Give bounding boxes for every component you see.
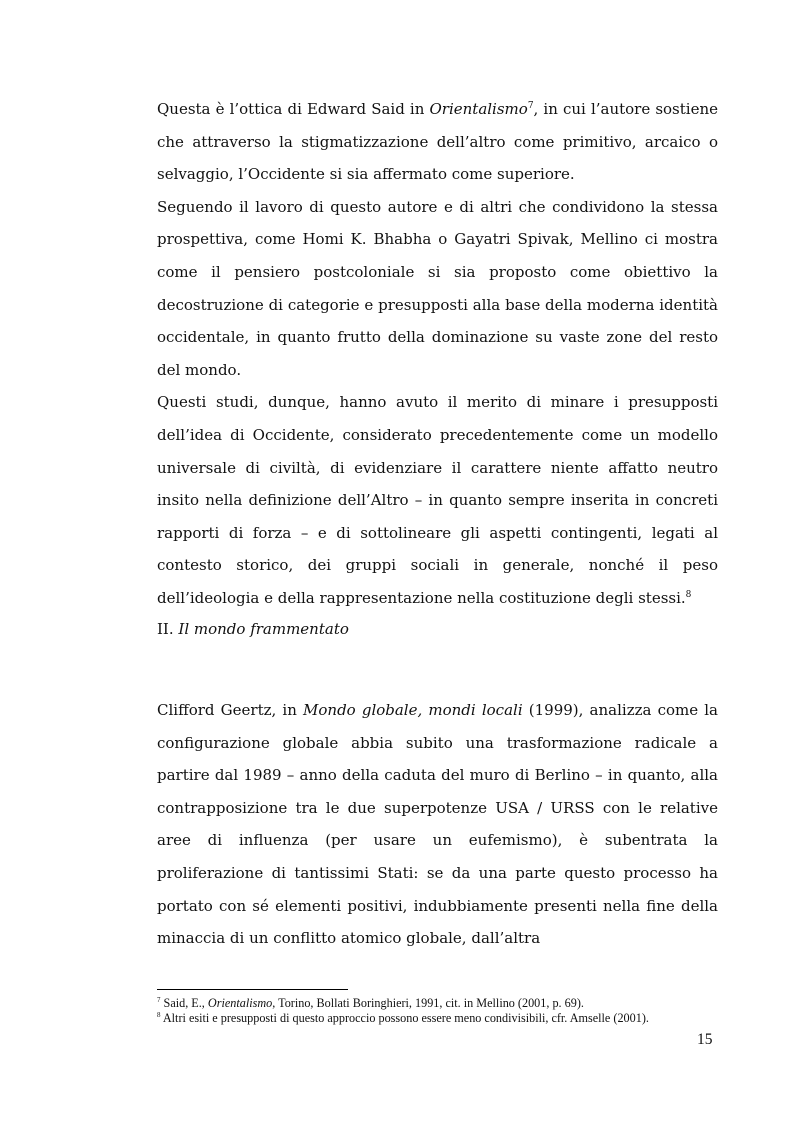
paragraph-1: Questa è l’ottica di Edward Said in Orientalismo$^7$, in cui l’autore sostiene che attraverso la stigmatizzazione dell’altro come primitivo, arcaico o selvaggio, l’Occidente si sia affermato come superiore. xyxy=(157,100,718,184)
section-title: Il mondo frammentato xyxy=(178,620,349,638)
footnote-separator xyxy=(157,989,348,990)
book-title-mondo-globale: Mondo globale, mondi locali xyxy=(303,701,523,719)
footnote-7: $^7$ Said, E., Orientalismo, Torino, Bollati Boringhieri, 1991, cit. in Mellino (2001, p. 69). xyxy=(157,995,584,1010)
section-heading: II. Il mondo frammentato xyxy=(157,620,349,638)
paragraph-2: Seguendo il lavoro di questo autore e di altri che condividono la stessa prospettiva, come Homi K. Bhabha o Gayatri Spivak, Mellino ci mostra come il pensiero postcoloniale si sia proposto come obiettivo la decostruzione di categorie e presupposti alla base della moderna identità occidentale, in quanto frutto della dominazione su vaste zone del resto del mondo. xyxy=(157,197,718,379)
paragraph-3: Questi studi, dunque, hanno avuto il merito di minare i presupposti dell’idea di Occidente, considerato precedentemente come un modello universale di civiltà, di evidenziare il carattere niente affatto neutro insito nella definizione dell’Altro – in quanto sempre inserita in concreti rapporti di forza – e di sottolineare gli aspetti contingenti, legati al contesto storico, dei gruppi sociali in generale, nonché il peso dell’ideologia e della rappresentazione nella costituzione degli stessi.$^8$ xyxy=(157,393,718,607)
book-title-orientalismo: Orientalismo xyxy=(429,100,528,118)
footnote-ref-7[interactable]: 7 xyxy=(527,101,534,111)
footnote-ref-8[interactable]: 8 xyxy=(685,589,692,600)
body-text-block xyxy=(157,93,718,615)
footnote-8: $^8$ Altri esiti e presupposti di questo approccio possono essere meno condivisibili, cfr. Amselle (2001). xyxy=(157,1010,649,1025)
footnotes xyxy=(157,996,718,1026)
paragraph-4: Clifford Geertz, in Mondo globale, mondi locali (1999), analizza come la configurazione globale abbia subito una trasformazione radicale a partire dal 1989 – anno della caduta del muro di Berlino – in quanto, alla contrapposizione tra le due superpotenze USA / URSS con le relative aree di influenza (per usare un eufemismo), è subentrata la proliferazione di tantissimi Stati: se da una parte questo processo ha portato con sé elementi positivi, indubbiamente presenti nella fine della minaccia di un conflitto atomico globale, dall’altra xyxy=(157,701,718,948)
body-text-block-2 xyxy=(157,694,718,955)
page-number: 15 xyxy=(697,1031,713,1048)
